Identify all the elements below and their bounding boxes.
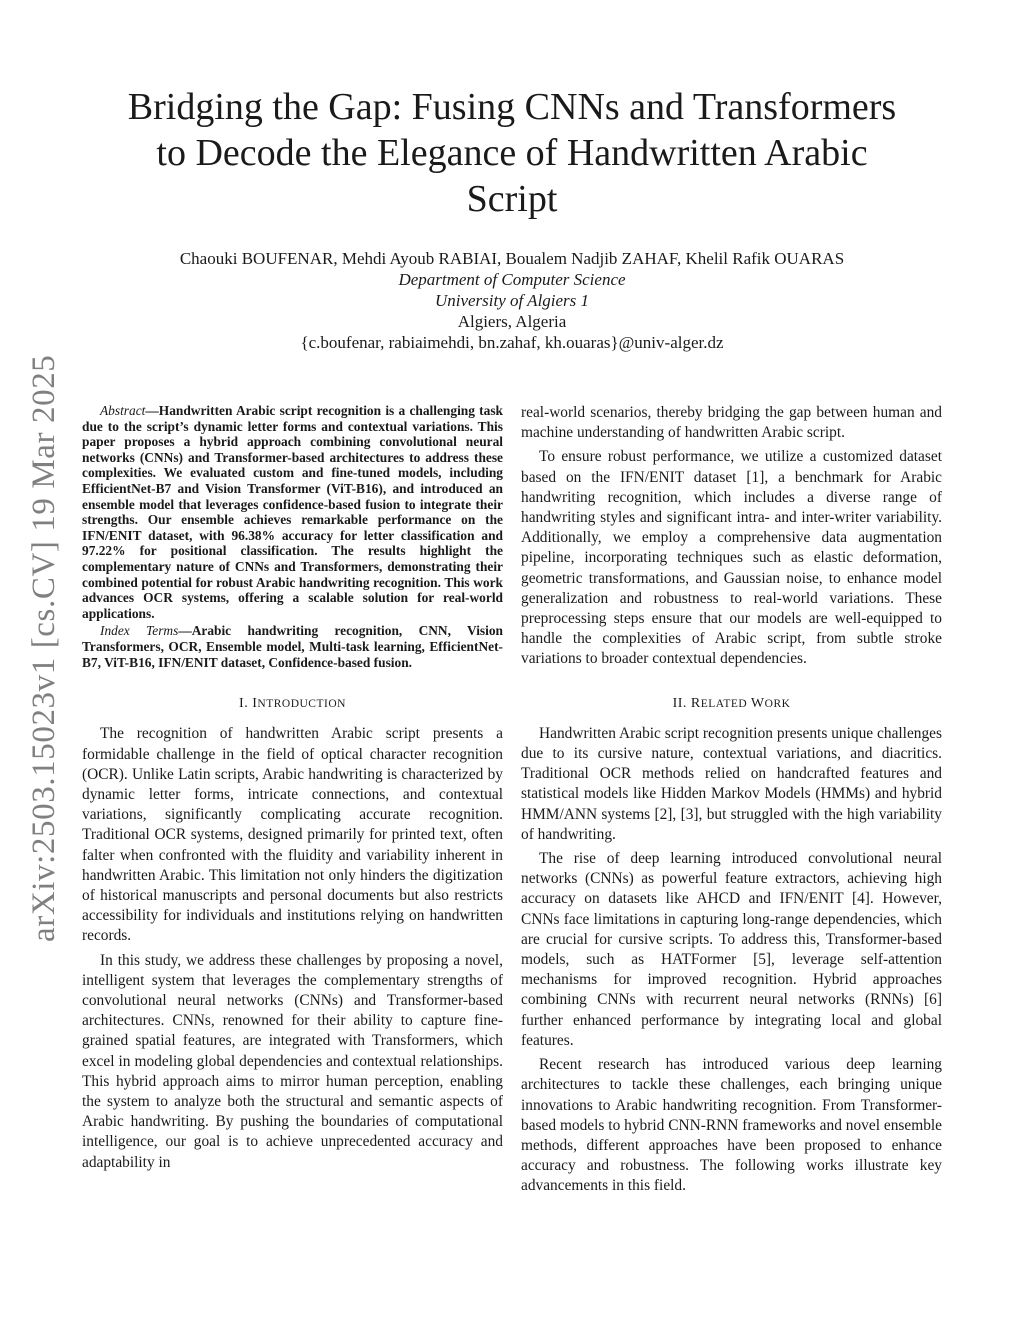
index-terms-text: —Arabic handwriting recognition, CNN, Vision Transformers, OCR, Ensemble model, Multi-task learning, EfficientNet-B7, ViT-B16, IFN/ENIT dataset, Confidence-based fusion. bbox=[82, 623, 503, 670]
paper-title bbox=[62, 84, 962, 222]
title-line: Script bbox=[466, 178, 558, 220]
paragraph: The rise of deep learning introduced convolutional neural networks (CNNs) as powerful feature extractors, achieving high accuracy on datasets like AHCD and IFN/ENIT [4]. However, CNNs face limitations in capturing long-range dependencies, which are crucial for cursive scripts. To address this, Transformer-based models, such as HATFormer [5], leverage self-attention mechanisms for improved recognition. Hybrid approaches combining CNNs with recurrent neural networks (RNNs) [6] further enhanced performance by integrating local and global features. bbox=[521, 850, 942, 1049]
author-block bbox=[62, 248, 962, 353]
paragraph: Recent research has introduced various deep learning architectures to tackle these challenges, each bringing unique innovations to Arabic handwriting recognition. From Transformer-based models to hybrid CNN-RNN frameworks and novel ensemble methods, different approaches have been proposed to enhance accuracy and robustness. The following works illustrate key advancements in this field. bbox=[521, 1056, 942, 1195]
index-terms-label: Index Terms bbox=[100, 623, 179, 639]
arxiv-identifier: arXiv:2503.15023v1 [cs.CV] 19 Mar 2025 bbox=[26, 354, 62, 942]
title-line: Bridging the Gap: Fusing CNNs and Transformers bbox=[127, 86, 897, 128]
paragraph: The recognition of handwritten Arabic script presents a formidable challenge in the field of optical character recognition (OCR). Unlike Latin scripts, Arabic handwriting is characterized by dynamic letter forms, intricate connections, and contextual variations, significantly complicating accurate recognition. Traditional OCR systems, designed primarily for printed text, often falter when confronted with the fluidity and variability inherent in handwritten Arabic. This limitation not only hinders the digitization of historical manuscripts and personal documents but also restricts accessibility for individuals and institutions relying on handwritten records. bbox=[82, 725, 503, 945]
paragraph-continuation: real-world scenarios, thereby bridging the gap between human and machine understanding of handwritten Arabic script. bbox=[521, 404, 942, 442]
paragraph: In this study, we address these challenges by proposing a novel, intelligent system that leverages the complementary strengths of convolutional neural networks (CNNs) and Transformer-based architectures. CNNs, renowned for their ability to capture fine-grained spatial features, are integrated with Transformers, which excel in modeling global dependencies and contextual relationships. This hybrid approach aims to mirror human perception, enabling the system to analyze both the structural and semantic aspects of Arabic handwriting. By pushing the boundaries of computational intelligence, our goal is to achieve unprecedented accuracy and adaptability in bbox=[82, 951, 503, 1171]
index-terms bbox=[82, 623, 503, 670]
department: Department of Computer Science bbox=[398, 270, 626, 289]
paragraph: Handwritten Arabic script recognition presents unique challenges due to its cursive nature, contextual variations, and diacritics. Traditional OCR methods relied on handcrafted features and statistical models like Hidden Markov Models (HMMs) and hybrid HMM/ANN systems [2], [3], but struggled with the high variability of handwriting. bbox=[521, 724, 942, 843]
abstract-text: —Handwritten Arabic script recognition is a challenging task due to the script’s dynamic letter forms and contextual variations. This paper proposes a hybrid approach combining convolutional neural networks (CNNs) and Transformer-based architectures to address these complexities. We evaluated custom and fine-tuned models, including EfficientNet-B7 and Vision Transformer (ViT-B16), and introduced an ensemble model that leverages confidence-based fusion to integrate their strengths. Our ensemble achieves remarkable performance on the IFN/ENIT dataset, with 96.38% accuracy for letter classification and 97.22% for positional classification. The results highlight the complementary nature of CNNs and Transformers, demonstrating their combined potential for robust Arabic handwriting recognition. This work advances OCR systems, offering a scalable solution for real-world applications. bbox=[82, 403, 503, 621]
section-heading-introduction: I. INTRODUCTION bbox=[239, 696, 346, 712]
title-line: to Decode the Elegance of Handwritten Arabic bbox=[156, 132, 868, 174]
location: Algiers, Algeria bbox=[457, 312, 567, 331]
left-column bbox=[82, 403, 503, 1177]
section-heading-related-work: II. RELATED WORK bbox=[672, 695, 791, 711]
university: University of Algiers 1 bbox=[434, 291, 590, 310]
abstract bbox=[82, 403, 503, 621]
abstract-label: Abstract bbox=[100, 403, 146, 418]
emails: {c.boufenar, rabiaimehdi, bn.zahaf, kh.ouaras}@univ-alger.dz bbox=[300, 333, 724, 352]
paragraph: To ensure robust performance, we utilize a customized dataset based on the IFN/ENIT dataset [1], a benchmark for Arabic handwriting recognition, which includes a diverse range of handwriting styles and significant intra- and inter-writer variability. Additionally, we employ a comprehensive data augmentation pipeline, incorporating techniques such as elastic deformation, geometric transformations, and Gaussian noise, to enhance model generalization and robustness to real-world variations. These preprocessing steps ensure that our models are well-equipped to handle the complexities of Arabic script, from subtle stroke variations to broader contextual dependencies. bbox=[521, 448, 942, 668]
right-column bbox=[521, 403, 942, 1201]
author-names: Chaouki BOUFENAR, Mehdi Ayoub RABIAI, Boualem Nadjib ZAHAF, Khelil Rafik OUARAS bbox=[179, 249, 845, 268]
